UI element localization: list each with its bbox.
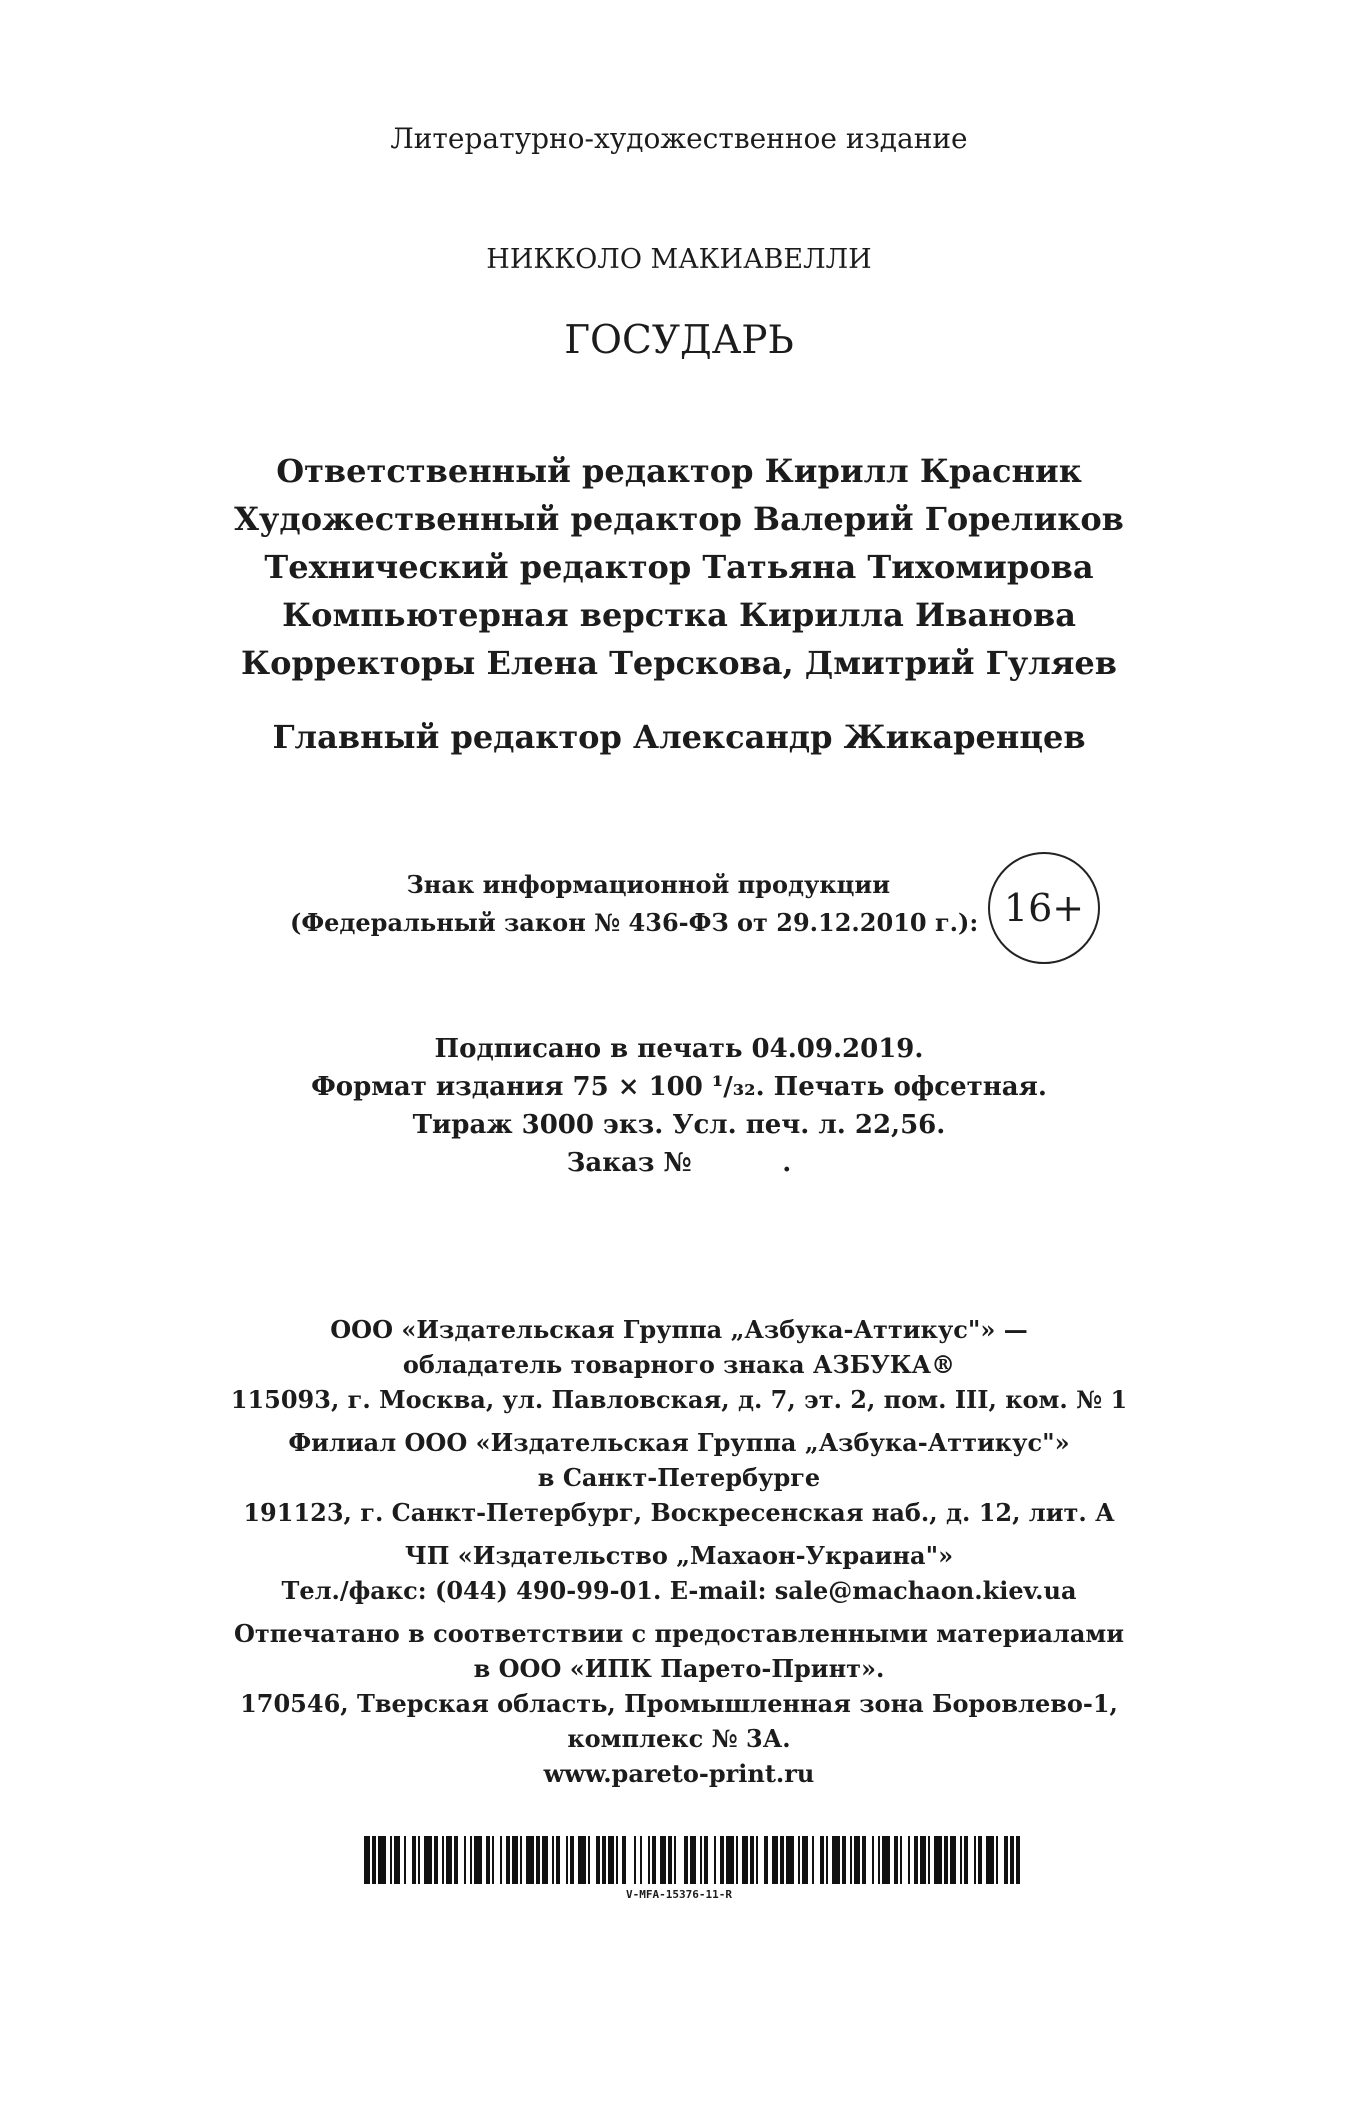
barcode-bar: [964, 1836, 968, 1884]
barcode-bar: [526, 1836, 534, 1884]
barcode-bar: [446, 1836, 452, 1884]
book-title: ГОСУДАРЬ: [564, 318, 794, 363]
barcode-bar: [536, 1836, 540, 1884]
barcode-bar: [872, 1836, 874, 1884]
barcode-bar: [764, 1836, 768, 1884]
barcode-bar: [786, 1836, 794, 1884]
barcode-bar: [434, 1836, 438, 1884]
barcode-bar: [520, 1836, 522, 1884]
barcode-bar: [634, 1836, 636, 1884]
barcode-bar: [878, 1836, 880, 1884]
barcode-bar: [648, 1836, 650, 1884]
barcode-bar: [850, 1836, 852, 1884]
ukraine-contacts: Тел./факс: (044) 490-99-01. E-mail: sale@machaon.kiev.ua: [281, 1576, 1077, 1605]
barcode-bar: [690, 1836, 696, 1884]
barcode-bar: [596, 1836, 600, 1884]
printer-website: www.pareto-print.ru: [543, 1759, 815, 1788]
barcode-bar: [700, 1836, 702, 1884]
credit-art-editor: Художественный редактор Валерий Гореликов: [234, 500, 1124, 538]
barcode-bar: [842, 1836, 846, 1884]
barcode-bar: [390, 1836, 392, 1884]
info-product-sign: [290, 866, 979, 942]
print-run: Тираж 3000 экз. Усл. печ. л. 22,56.: [412, 1110, 946, 1140]
barcode-bar: [566, 1836, 568, 1884]
barcode-bar: [622, 1836, 626, 1884]
barcode-bar: [986, 1836, 994, 1884]
barcode-bar: [802, 1836, 808, 1884]
barcode-bar: [412, 1836, 416, 1884]
publisher-address: 115093, г. Москва, ул. Павловская, д. 7, эт. 2, пом. III, ком. № 1: [230, 1385, 1128, 1414]
barcode-bar: [882, 1836, 890, 1884]
info-sign-line-2: (Федеральный закон № 436-ФЗ от 29.12.2010 г.):: [290, 908, 979, 937]
barcode-bar: [500, 1836, 502, 1884]
barcode-bar: [996, 1836, 998, 1884]
barcode-code: V-MFA-15376-11-R: [626, 1888, 732, 1901]
barcode-bar: [820, 1836, 824, 1884]
barcode-bar: [854, 1836, 860, 1884]
credit-proofreaders: Корректоры Елена Терскова, Дмитрий Гуляев: [241, 644, 1117, 682]
barcode-bar: [920, 1836, 926, 1884]
info-sign-line-1: Знак информационной продукции: [406, 870, 890, 899]
barcode-bar: [556, 1836, 560, 1884]
barcode: [364, 1836, 1020, 1884]
barcode-bar: [1016, 1836, 1020, 1884]
print-order: Заказ № .: [566, 1148, 792, 1178]
barcode-bar: [542, 1836, 548, 1884]
printer-address: 170546, Тверская область, Промышленная зона Боровлево-1,: [240, 1689, 1118, 1718]
barcode-bar: [1004, 1836, 1008, 1884]
printer-line-1: Отпечатано в соответствии с предоставленными материалами: [233, 1619, 1125, 1648]
barcode-bar: [578, 1836, 586, 1884]
barcode-bar: [726, 1836, 734, 1884]
barcode-bar: [894, 1836, 898, 1884]
barcode-bar: [492, 1836, 494, 1884]
barcode-bar: [832, 1836, 840, 1884]
printer-line-2: в ООО «ИПК Парето-Принт».: [473, 1654, 885, 1683]
barcode-bar: [720, 1836, 724, 1884]
credit-layout: Компьютерная верстка Кирилла Иванова: [282, 596, 1076, 634]
barcode-bar: [660, 1836, 666, 1884]
chief-editor: Главный редактор Александр Жикаренцев: [272, 718, 1086, 756]
barcode-bar: [602, 1836, 606, 1884]
barcode-bar: [944, 1836, 948, 1884]
credit-responsible-editor: Ответственный редактор Кирилл Красник: [276, 452, 1082, 490]
edition-type: Литературно-художественное издание: [390, 122, 968, 155]
barcode-bar: [364, 1836, 370, 1884]
age-rating-badge: 16+: [988, 852, 1100, 964]
barcode-bar: [756, 1836, 758, 1884]
barcode-bar: [684, 1836, 688, 1884]
barcode-bar: [552, 1836, 554, 1884]
barcode-bar: [418, 1836, 420, 1884]
ukraine-publisher: ЧП «Издательство „Махаон-Украина"»: [404, 1541, 954, 1570]
publisher-line-2: обладатель товарного знака АЗБУКА®: [402, 1350, 956, 1379]
barcode-bar: [512, 1836, 518, 1884]
print-signed-date: Подписано в печать 04.09.2019.: [434, 1034, 924, 1064]
barcode-bar: [826, 1836, 828, 1884]
barcode-bar: [588, 1836, 590, 1884]
publisher-info: [0, 1312, 1358, 1791]
print-format: Формат издания 75 × 100 ¹/₃₂. Печать офсетная.: [311, 1072, 1047, 1102]
barcode-bar: [652, 1836, 656, 1884]
barcode-bar: [608, 1836, 614, 1884]
barcode-bar: [570, 1836, 574, 1884]
barcode-bar: [742, 1836, 748, 1884]
barcode-bar: [474, 1836, 482, 1884]
barcode-bar: [900, 1836, 902, 1884]
barcode-bar: [464, 1836, 466, 1884]
branch-line-2: в Санкт-Петербурге: [537, 1463, 821, 1492]
barcode-bar: [780, 1836, 784, 1884]
print-info: [0, 1030, 1358, 1182]
barcode-bar: [506, 1836, 510, 1884]
barcode-bar: [704, 1836, 708, 1884]
barcode-bar: [640, 1836, 642, 1884]
barcode-bar: [424, 1836, 432, 1884]
barcode-bar: [862, 1836, 866, 1884]
barcode-bar: [442, 1836, 444, 1884]
barcode-bar: [960, 1836, 962, 1884]
barcode-bar: [378, 1836, 386, 1884]
barcode-bar: [616, 1836, 618, 1884]
credits-list: [0, 447, 1358, 687]
branch-address: 191123, г. Санкт-Петербург, Воскресенская наб., д. 12, лит. А: [243, 1498, 1115, 1527]
barcode-bar: [798, 1836, 800, 1884]
barcode-bar: [974, 1836, 976, 1884]
barcode-bar: [934, 1836, 942, 1884]
barcode-bar: [928, 1836, 930, 1884]
barcode-bar: [404, 1836, 406, 1884]
barcode-bar: [674, 1836, 676, 1884]
barcode-bar: [736, 1836, 738, 1884]
barcode-bar: [908, 1836, 910, 1884]
barcode-bar: [750, 1836, 754, 1884]
barcode-bar: [668, 1836, 672, 1884]
branch-line-1: Филиал ООО «Издательская Группа „Азбука-Аттикус"»: [288, 1428, 1070, 1457]
barcode-bar: [914, 1836, 918, 1884]
barcode-bar: [950, 1836, 956, 1884]
credit-technical-editor: Технический редактор Татьяна Тихомирова: [264, 548, 1094, 586]
barcode-bar: [394, 1836, 400, 1884]
barcode-bar: [470, 1836, 472, 1884]
barcode-bar: [454, 1836, 458, 1884]
barcode-bar: [486, 1836, 490, 1884]
barcode-bar: [372, 1836, 376, 1884]
barcode-bar: [1010, 1836, 1014, 1884]
publisher-line-1: ООО «Издательская Группа „Азбука-Аттикус"» —: [330, 1315, 1028, 1344]
printer-complex: комплекс № 3А.: [567, 1724, 791, 1753]
author-name: НИККОЛО МАКИАВЕЛЛИ: [486, 244, 872, 275]
barcode-bar: [812, 1836, 814, 1884]
barcode-bar: [714, 1836, 716, 1884]
barcode-bar: [772, 1836, 778, 1884]
barcode-bar: [978, 1836, 982, 1884]
